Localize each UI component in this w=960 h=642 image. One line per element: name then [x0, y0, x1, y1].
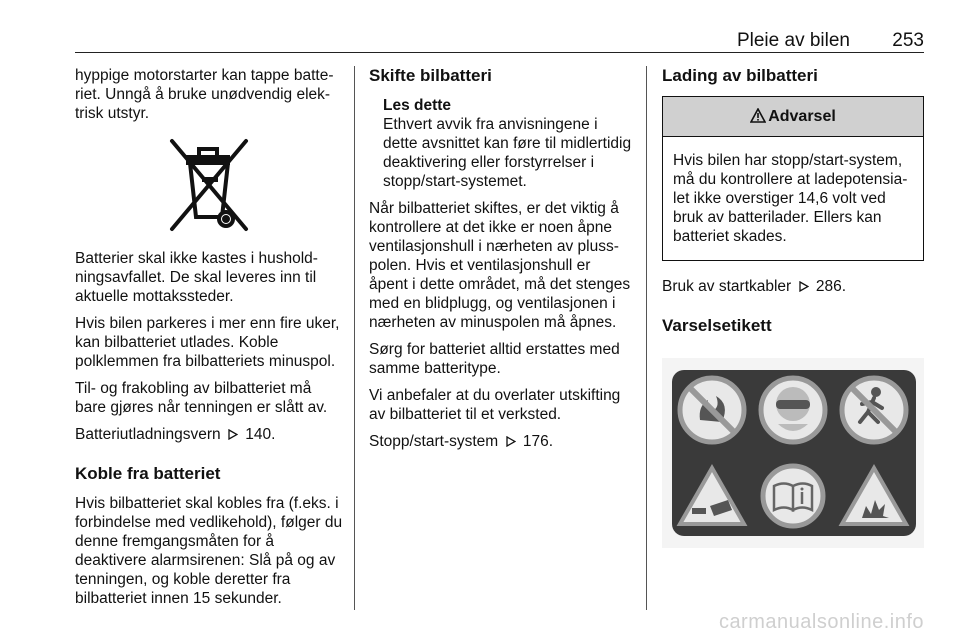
crossed-out-bin-icon	[168, 137, 250, 233]
battery-warning-label	[662, 358, 924, 548]
column-2	[369, 66, 632, 459]
cross-reference	[369, 432, 632, 451]
reference-text: Stopp/start-system	[369, 433, 499, 450]
warning-box	[662, 96, 924, 261]
right-triangle-outline-icon	[799, 281, 809, 292]
paragraph: hyppige motorstarter kan tappe batteriet. Unngå å bruke unødvendig elektrisk utstyr.	[75, 67, 334, 122]
header-rule	[75, 52, 924, 53]
reference-page: 286.	[815, 278, 847, 295]
keep-children-away-icon	[842, 378, 906, 442]
paragraph: Batterier skal ikke kastes i husholdningsavfallet. De skal leveres inn til aktuelle mottakssteder.	[75, 250, 318, 305]
cross-reference	[662, 277, 924, 296]
watermark: carmanualsonline.info	[718, 611, 924, 633]
eye-protection-icon	[761, 378, 825, 442]
column-3	[662, 66, 924, 548]
section-heading: Koble fra batteriet	[75, 464, 221, 483]
right-triangle-outline-icon	[506, 436, 516, 447]
page-number: 253	[892, 30, 924, 51]
reference-page: 176.	[522, 433, 554, 450]
right-triangle-outline-icon	[228, 429, 238, 440]
no-flame-icon	[680, 378, 744, 442]
cross-reference	[75, 425, 343, 444]
warning-text: Hvis bilen har stopp/start-system, må du kontrollere at ladepotensialet ikke overstiger 14,6 volt ved bruk av batterilader. Ellers kan batteriet skades.	[673, 152, 908, 245]
warning-triangle-icon	[750, 108, 766, 123]
section-heading: Lading av bilbatteri	[662, 66, 818, 85]
paragraph: Sørg for batteriet alltid erstattes med samme batteritype.	[369, 341, 620, 377]
note-title: Les dette	[383, 97, 452, 114]
column-divider-1	[354, 66, 355, 610]
read-manual-icon	[763, 466, 823, 526]
column-divider-2	[646, 66, 647, 610]
section-heading: Varselsetikett	[662, 316, 772, 335]
paragraph: Hvis bilbatteriet skal kobles fra (f.eks. i forbindelse med vedlikehold), følger du denne fremgangsmåten for å deaktivere alarmsirenen: Slå på og av tenningen, og koble deretter fra bilbatteriet innen 15 sekunder.	[75, 495, 343, 607]
reference-page: 140.	[245, 426, 276, 443]
column-1	[75, 66, 343, 616]
paragraph: Hvis bilen parkeres i mer enn fire uker, kan bilbatteriet utlades. Koble polklemmen fra bilbatteriets minuspol.	[75, 315, 340, 370]
reference-text: Batteriutladningsvern	[75, 426, 221, 443]
section-title: Pleie av bilen	[736, 30, 850, 51]
paragraph: Til- og frakobling av bilbatteriet må bare gjøres når tenningen er slått av.	[75, 380, 328, 416]
note-block	[383, 96, 632, 191]
section-heading: Skifte bilbatteri	[369, 66, 492, 85]
warning-header	[663, 97, 923, 137]
paragraph: Vi anbefaler at du overlater utskifting av bilbatteriet til et verksted.	[369, 387, 621, 423]
note-text: Ethvert avvik fra anvisningene i dette avsnittet kan føre til midlertidig deaktivering eller forstyrrelser i stopp/start-systemet.	[383, 116, 632, 190]
warning-title: Advarsel	[768, 108, 836, 125]
paragraph: Når bilbatteriet skiftes, er det viktig å kontrollere at det ikke er noen åpne ventilasjonshull i nærheten av plusspolen. Hvis et ventilasjonshull er åpent i dette området, må det stenges med en blidplugg, og ventilasjonen i nærheten av minuspolen må åpnes.	[369, 200, 631, 331]
reference-text: Bruk av startkabler	[662, 278, 792, 295]
